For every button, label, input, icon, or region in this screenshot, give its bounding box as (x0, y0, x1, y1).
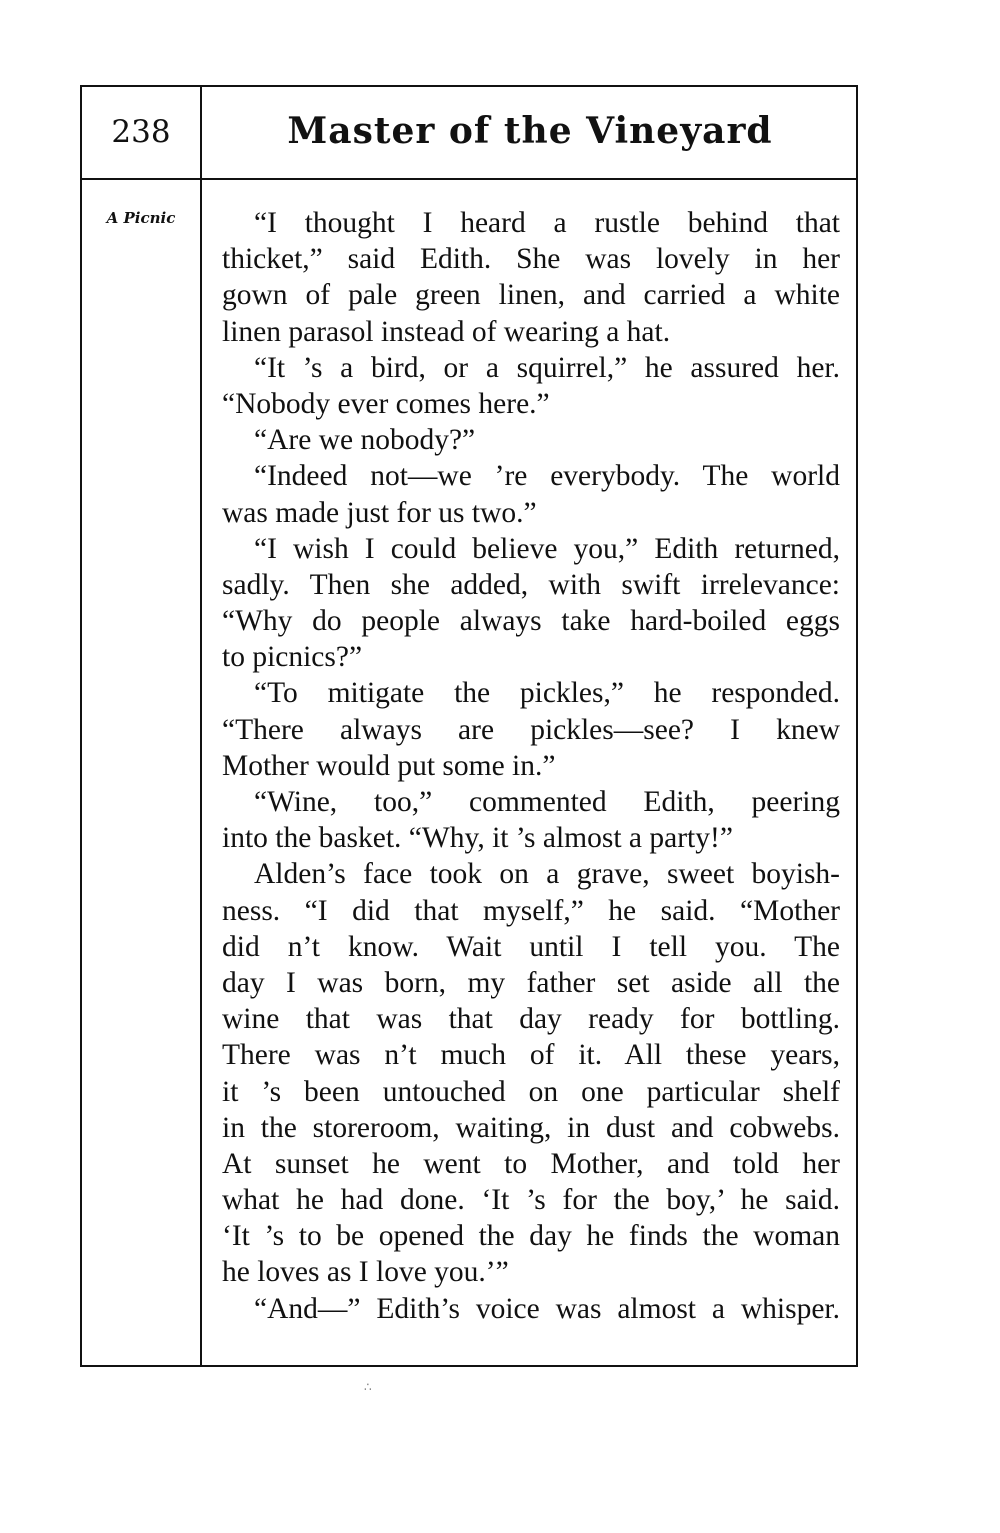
text-line: There was n’t much of it. All these years, (222, 1039, 840, 1072)
text-line: “Are we nobody?” (254, 424, 476, 457)
text-line: “I wish I could believe you,” Edith returned, (254, 532, 840, 565)
stray-mark: ∴ (364, 1380, 372, 1394)
text-line: “Why do people always take hard-boiled eggs (222, 605, 840, 638)
text-line: day I was born, my father set aside all the (222, 966, 840, 999)
margin-column-rule (200, 85, 202, 1367)
page-number: 238 (111, 114, 171, 150)
text-line: “It ’s a bird, or a squirrel,” he assured her. (254, 351, 840, 384)
text-line: “Wine, too,” commented Edith, peering (254, 786, 840, 818)
text-line: “Indeed not—we ’re everybody. The world (254, 460, 840, 493)
text-line: what he had done. ‘It ’s for the boy,’ he said. (222, 1184, 840, 1217)
text-line: “To mitigate the pickles,” he responded. (254, 677, 840, 710)
text-line: ness. “I did that myself,” he said. “Mother (222, 894, 840, 927)
text-line: “I thought I heard a rustle behind that (254, 207, 840, 239)
text-line: was made just for us two.” (222, 496, 537, 529)
text-line: Alden’s face took on a grave, sweet boyish- (254, 858, 840, 891)
text-line: into the basket. “Why, it ’s almost a party!” (222, 822, 733, 855)
text-line: did n’t know. Wait until I tell you. The (222, 930, 840, 963)
running-title: Master of the Vineyard (287, 110, 773, 152)
text-line: Mother would put some in.” (222, 749, 556, 782)
body-text (222, 205, 840, 1327)
text-line: it ’s been untouched on one particular shelf (222, 1075, 840, 1108)
text-line: wine that was that day ready for bottling. (222, 1003, 840, 1036)
text-line: “And—” Edith’s voice was almost a whisper. (254, 1292, 840, 1325)
text-line: gown of pale green linen, and carried a white (222, 279, 840, 312)
text-line: “There always are pickles—see? I knew (222, 713, 840, 746)
text-line: to picnics?” (222, 641, 363, 674)
text-line: in the storeroom, waiting, in dust and cobwebs. (222, 1111, 840, 1144)
text-line: thicket,” said Edith. She was lovely in her (222, 243, 840, 276)
text-line: ‘It ’s to be opened the day he finds the woman (222, 1220, 840, 1253)
side-note: A Picnic (106, 209, 176, 227)
text-line: sadly. Then she added, with swift irrelevance: (222, 568, 840, 601)
text-line: he loves as I love you.’” (222, 1256, 509, 1289)
header-rule (80, 178, 858, 180)
text-line: “Nobody ever comes here.” (222, 387, 550, 420)
text-line: At sunset he went to Mother, and told her (222, 1147, 840, 1180)
text-line: linen parasol instead of wearing a hat. (222, 315, 671, 348)
